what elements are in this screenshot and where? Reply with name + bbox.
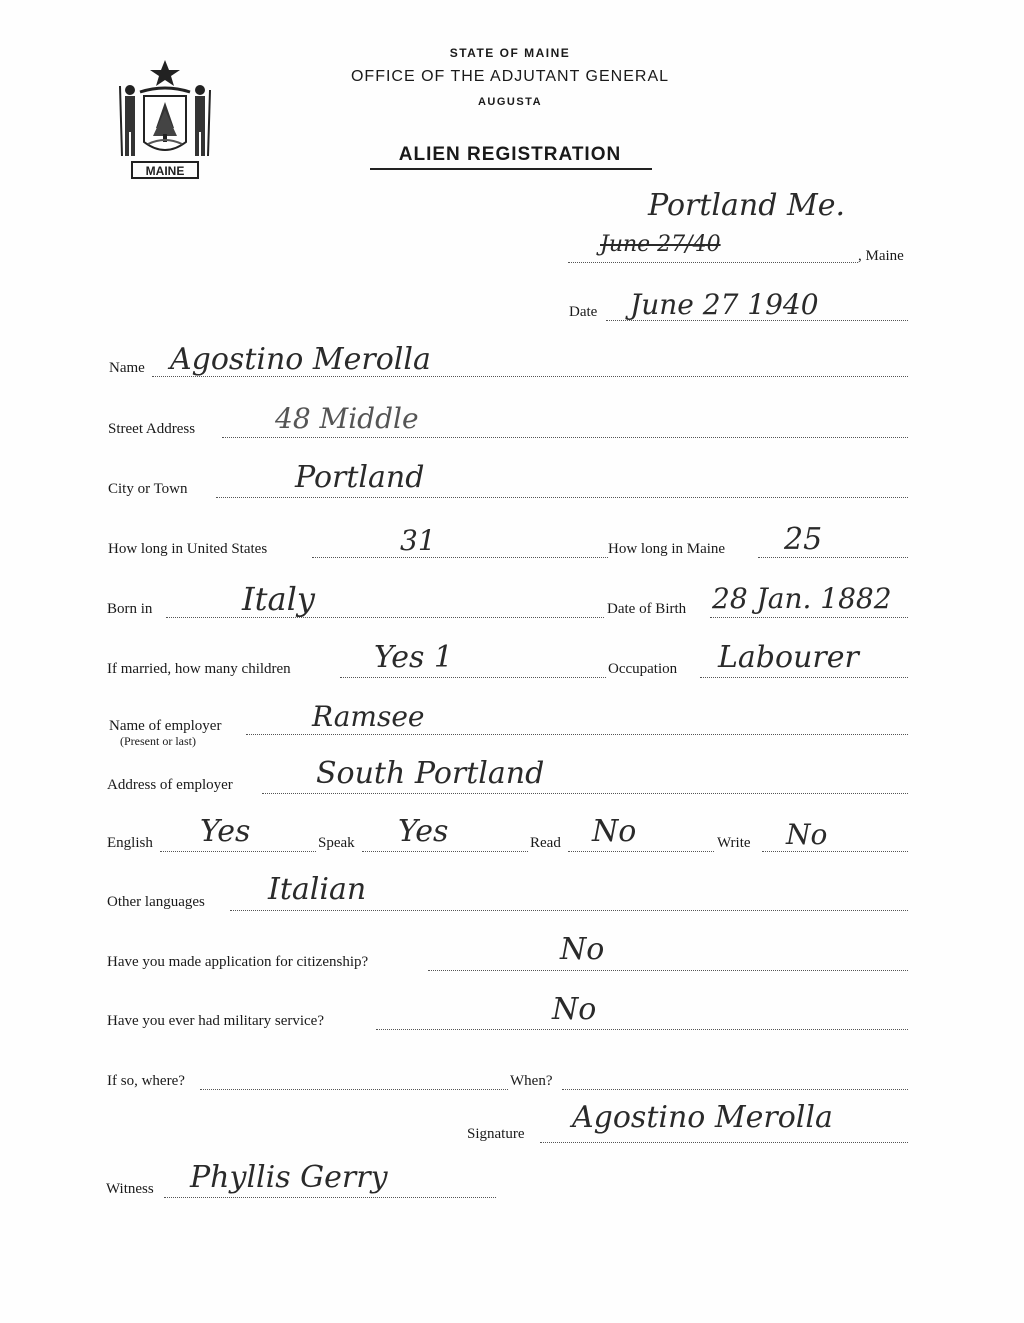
speak-value: Yes xyxy=(398,814,449,849)
employer-label: Name of employer xyxy=(109,718,222,734)
city-heading: AUGUSTA xyxy=(477,96,543,108)
name-value: Agostino Merolla xyxy=(170,342,431,377)
place-line xyxy=(568,262,858,263)
maine-state-seal-icon xyxy=(110,56,220,182)
write-line xyxy=(762,851,908,852)
military-line xyxy=(376,1029,908,1030)
read-label: Read xyxy=(530,835,561,851)
where-label: If so, where? xyxy=(107,1073,185,1089)
children-value: Yes 1 xyxy=(374,640,453,675)
signature-line xyxy=(540,1142,908,1143)
employer-address-value: South Portland xyxy=(316,756,545,791)
place-struck-date: June 27/40 xyxy=(600,232,721,257)
us-years-label: How long in United States xyxy=(108,541,268,557)
witness-line xyxy=(164,1197,496,1198)
office-heading: OFFICE OF THE ADJUTANT GENERAL xyxy=(350,68,670,85)
dob-label: Date of Birth xyxy=(607,601,687,617)
street-value: 48 Middle xyxy=(275,402,419,435)
maine-years-value: 25 xyxy=(784,522,823,557)
us-years-value: 31 xyxy=(400,524,436,557)
form-title: ALIEN REGISTRATION xyxy=(398,144,622,165)
maine-years-line xyxy=(758,557,908,558)
speak-line xyxy=(362,851,528,852)
english-label: English xyxy=(107,835,153,851)
city-value: Portland xyxy=(295,460,425,495)
employer-line xyxy=(246,734,908,735)
read-value: No xyxy=(592,814,637,849)
signature-value: Agostino Merolla xyxy=(572,1100,833,1135)
witness-value: Phyllis Gerry xyxy=(190,1160,388,1195)
english-line xyxy=(160,851,316,852)
read-line xyxy=(568,851,714,852)
born-line xyxy=(166,617,604,618)
place-handwritten: Portland Me. xyxy=(648,188,845,223)
signature-label: Signature xyxy=(467,1126,525,1142)
witness-label: Witness xyxy=(106,1181,154,1197)
write-value: No xyxy=(786,818,828,851)
seal-lettering: MAINE xyxy=(145,164,185,178)
street-label: Street Address xyxy=(108,421,196,437)
when-label: When? xyxy=(510,1073,553,1089)
citizenship-value: No xyxy=(560,932,605,967)
state-heading: STATE OF MAINE xyxy=(449,46,571,60)
us-years-line xyxy=(312,557,608,558)
write-label: Write xyxy=(717,835,751,851)
occupation-value: Labourer xyxy=(718,640,859,675)
born-value: Italy xyxy=(242,580,315,618)
speak-label: Speak xyxy=(318,835,355,851)
dob-line xyxy=(710,617,908,618)
occupation-label: Occupation xyxy=(608,661,678,677)
city-label: City or Town xyxy=(108,481,188,497)
children-line xyxy=(340,677,606,678)
date-label: Date xyxy=(569,304,598,320)
citizenship-line xyxy=(428,970,908,971)
title-underline xyxy=(370,168,652,170)
name-label: Name xyxy=(109,360,145,376)
employer-address-label: Address of employer xyxy=(107,777,233,793)
other-languages-line xyxy=(230,910,908,911)
where-line xyxy=(200,1089,508,1090)
occupation-line xyxy=(700,677,908,678)
children-label: If married, how many children xyxy=(107,661,291,677)
other-languages-value: Italian xyxy=(268,872,367,907)
born-label: Born in xyxy=(107,601,153,617)
city-line xyxy=(216,497,908,498)
date-value: June 27 1940 xyxy=(630,288,819,321)
employer-address-line xyxy=(262,793,908,794)
street-line xyxy=(222,437,908,438)
citizenship-label: Have you made application for citizenship? xyxy=(107,954,369,970)
maine-years-label: How long in Maine xyxy=(608,541,726,557)
military-value: No xyxy=(552,992,597,1027)
dob-value: 28 Jan. 1882 xyxy=(712,582,892,615)
when-line xyxy=(562,1089,908,1090)
english-value: Yes xyxy=(200,814,251,849)
employer-sublabel: (Present or last) xyxy=(120,734,196,748)
military-label: Have you ever had military service? xyxy=(107,1013,324,1029)
other-languages-label: Other languages xyxy=(107,894,205,910)
place-suffix: , Maine xyxy=(858,248,904,264)
employer-value: Ramsee xyxy=(312,700,425,733)
